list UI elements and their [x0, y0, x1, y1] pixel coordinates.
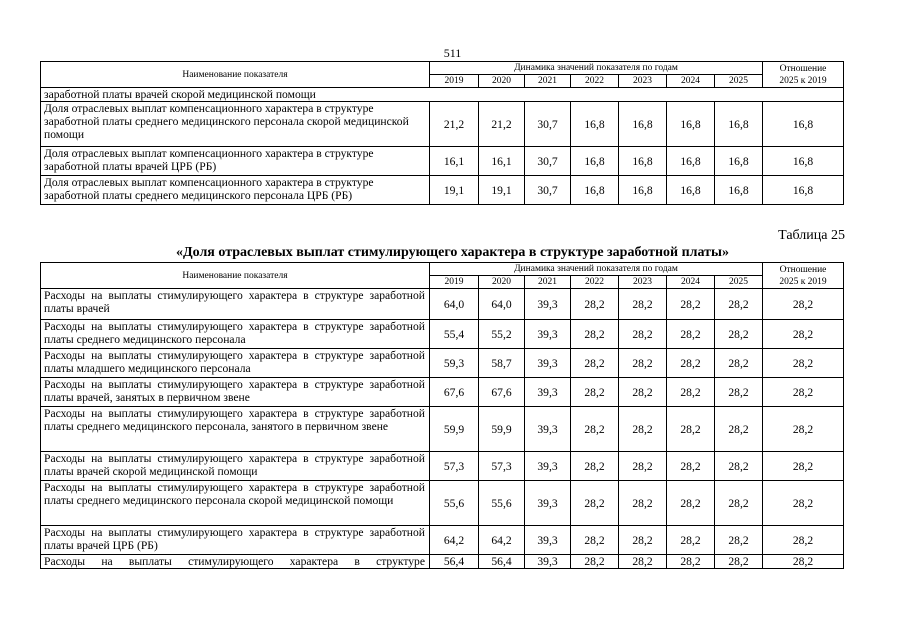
cell-value: 28,2: [619, 349, 667, 378]
cell-value: 39,3: [525, 289, 571, 320]
page-number: 511: [443, 46, 462, 60]
cell-value: 28,2: [571, 349, 619, 378]
row-name: Доля отраслевых выплат компенсационного характера в структуре заработной платы среднего медицинского персонала ЦРБ (РБ): [41, 176, 430, 205]
table-row: [41, 481, 844, 526]
cell-value: 16,8: [571, 147, 619, 176]
cell-value: 16,1: [479, 147, 525, 176]
cell-value: 30,7: [525, 102, 571, 147]
cell-value: 28,2: [619, 452, 667, 481]
header-ratio: [763, 263, 844, 289]
cell-ratio: 16,8: [763, 102, 844, 147]
header-year: 2021: [525, 75, 571, 88]
cell-value: 39,3: [525, 452, 571, 481]
row-name: Доля отраслевых выплат компенсационного характера в структуре заработной платы врачей ЦРБ (РБ): [41, 147, 430, 176]
cell-ratio: 28,2: [763, 407, 844, 452]
cell-ratio: 28,2: [763, 378, 844, 407]
table-row: [41, 289, 844, 320]
cell-ratio: 28,2: [763, 481, 844, 526]
table-row: [41, 147, 844, 176]
table-label: Таблица 25: [778, 228, 845, 243]
header-dynamics: Динамика значений показателя по годам: [430, 263, 763, 276]
cell-value: 28,2: [667, 555, 715, 569]
header-year: 2019: [430, 276, 479, 289]
cell-value: 28,2: [619, 378, 667, 407]
cell-value: 67,6: [430, 378, 479, 407]
cell-value: 28,2: [715, 452, 763, 481]
cell-value: 59,9: [430, 407, 479, 452]
cell-value: 16,8: [619, 147, 667, 176]
cell-value: 39,3: [525, 526, 571, 555]
cell-value: 16,8: [715, 102, 763, 147]
continuation-text: заработной платы врачей скорой медицинской помощи: [41, 88, 844, 102]
cell-value: 28,2: [667, 378, 715, 407]
header-ratio-line1: Отношение: [779, 63, 827, 74]
header-year: 2024: [667, 276, 715, 289]
header-year: 2022: [571, 276, 619, 289]
cell-ratio: 16,8: [763, 176, 844, 205]
table-row: [41, 378, 844, 407]
cell-value: 28,2: [715, 481, 763, 526]
cell-value: 28,2: [571, 289, 619, 320]
cell-value: 28,2: [715, 349, 763, 378]
cell-value: 28,2: [715, 555, 763, 569]
header-year: 2022: [571, 75, 619, 88]
cell-value: 28,2: [667, 481, 715, 526]
cell-value: 64,0: [430, 289, 479, 320]
cell-value: 30,7: [525, 176, 571, 205]
header-name: Наименование показателя: [41, 263, 430, 289]
cell-value: 28,2: [667, 526, 715, 555]
cell-value: 39,3: [525, 378, 571, 407]
cell-value: 28,2: [571, 407, 619, 452]
header-ratio-line2: 2025 к 2019: [779, 75, 827, 86]
cell-value: 28,2: [667, 349, 715, 378]
cell-value: 56,4: [479, 555, 525, 569]
cell-value: 39,3: [525, 320, 571, 349]
cell-value: 28,2: [571, 555, 619, 569]
cell-value: 64,2: [479, 526, 525, 555]
compensation-share-table: [40, 61, 844, 205]
cell-value: 55,2: [479, 320, 525, 349]
cell-value: 28,2: [571, 452, 619, 481]
header-year: 2025: [715, 276, 763, 289]
cell-value: 28,2: [715, 526, 763, 555]
table-row: [41, 176, 844, 205]
table-row: [41, 452, 844, 481]
header-ratio: [763, 62, 844, 88]
table-row: [41, 526, 844, 555]
cell-value: 28,2: [571, 526, 619, 555]
row-name: Расходы на выплаты стимулирующего характера в структуре заработной платы среднего медицинского персонала, занятого в первичном звене: [41, 407, 430, 452]
cell-value: 28,2: [667, 452, 715, 481]
row-name: Расходы на выплаты стимулирующего характера в структуре: [41, 555, 430, 569]
cell-value: 28,2: [715, 378, 763, 407]
row-name: Расходы на выплаты стимулирующего характера в структуре заработной платы среднего медицинского персонала: [41, 320, 430, 349]
cell-value: 55,6: [479, 481, 525, 526]
cell-value: 30,7: [525, 147, 571, 176]
cell-value: 21,2: [430, 102, 479, 147]
table-row: [41, 102, 844, 147]
cell-value: 16,1: [430, 147, 479, 176]
cell-value: 16,8: [667, 147, 715, 176]
cell-value: 16,8: [715, 147, 763, 176]
cell-value: 67,6: [479, 378, 525, 407]
header-year: 2023: [619, 75, 667, 88]
header-ratio-line1: Отношение: [779, 264, 827, 275]
header-year: 2021: [525, 276, 571, 289]
cell-ratio: 28,2: [763, 349, 844, 378]
cell-value: 59,3: [430, 349, 479, 378]
cell-value: 16,8: [571, 102, 619, 147]
cell-value: 57,3: [430, 452, 479, 481]
header-year: 2020: [479, 75, 525, 88]
row-name: Расходы на выплаты стимулирующего характера в структуре заработной платы врачей ЦРБ (РБ): [41, 526, 430, 555]
table-row: [41, 320, 844, 349]
row-name: Расходы на выплаты стимулирующего характера в структуре заработной платы врачей скорой медицинской помощи: [41, 452, 430, 481]
cell-value: 28,2: [619, 407, 667, 452]
cell-value: 16,8: [571, 176, 619, 205]
cell-value: 28,2: [619, 555, 667, 569]
cell-ratio: 16,8: [763, 147, 844, 176]
cell-value: 59,9: [479, 407, 525, 452]
table-row: [41, 555, 844, 569]
cell-value: 28,2: [667, 320, 715, 349]
cell-value: 64,0: [479, 289, 525, 320]
table-title: «Доля отраслевых выплат стимулирующего характера в структуре заработной платы»: [176, 245, 729, 260]
cell-value: 56,4: [430, 555, 479, 569]
row-name: Доля отраслевых выплат компенсационного характера в структуре заработной платы среднего медицинского персонала скорой медицинской помощи: [41, 102, 430, 147]
cell-value: 28,2: [619, 481, 667, 526]
cell-value: 16,8: [619, 102, 667, 147]
cell-value: 28,2: [619, 289, 667, 320]
header-year: 2025: [715, 75, 763, 88]
cell-value: 55,4: [430, 320, 479, 349]
cell-value: 28,2: [715, 320, 763, 349]
header-name: Наименование показателя: [41, 62, 430, 88]
row-name: Расходы на выплаты стимулирующего характера в структуре заработной платы врачей: [41, 289, 430, 320]
cell-value: 39,3: [525, 555, 571, 569]
cell-value: 28,2: [571, 481, 619, 526]
cell-value: 16,8: [667, 102, 715, 147]
table-row: [41, 407, 844, 452]
cell-value: 19,1: [479, 176, 525, 205]
cell-value: 19,1: [430, 176, 479, 205]
cell-value: 28,2: [619, 526, 667, 555]
row-name: Расходы на выплаты стимулирующего характера в структуре заработной платы врачей, занятых в первичном звене: [41, 378, 430, 407]
cell-ratio: 28,2: [763, 555, 844, 569]
cell-value: 55,6: [430, 481, 479, 526]
cell-value: 39,3: [525, 481, 571, 526]
cell-value: 57,3: [479, 452, 525, 481]
cell-ratio: 28,2: [763, 289, 844, 320]
cell-value: 16,8: [715, 176, 763, 205]
row-name: Расходы на выплаты стимулирующего характера в структуре заработной платы младшего медицинского персонала: [41, 349, 430, 378]
cell-value: 16,8: [667, 176, 715, 205]
cell-value: 39,3: [525, 349, 571, 378]
cell-value: 28,2: [571, 378, 619, 407]
header-ratio-line2: 2025 к 2019: [779, 276, 827, 287]
cell-ratio: 28,2: [763, 320, 844, 349]
cell-value: 28,2: [667, 407, 715, 452]
cell-value: 28,2: [715, 407, 763, 452]
cell-value: 39,3: [525, 407, 571, 452]
cell-value: 28,2: [667, 289, 715, 320]
incentive-share-table: [40, 262, 844, 569]
table-row: [41, 88, 844, 102]
cell-value: 64,2: [430, 526, 479, 555]
table-row: [41, 349, 844, 378]
header-year: 2020: [479, 276, 525, 289]
cell-value: 21,2: [479, 102, 525, 147]
header-year: 2019: [430, 75, 479, 88]
header-year: 2024: [667, 75, 715, 88]
cell-value: 28,2: [715, 289, 763, 320]
cell-value: 28,2: [571, 320, 619, 349]
header-year: 2023: [619, 276, 667, 289]
row-name: Расходы на выплаты стимулирующего характера в структуре заработной платы среднего медицинского персонала скорой медицинской помощи: [41, 481, 430, 526]
cell-value: 58,7: [479, 349, 525, 378]
cell-value: 16,8: [619, 176, 667, 205]
cell-ratio: 28,2: [763, 452, 844, 481]
header-dynamics: Динамика значений показателя по годам: [430, 62, 763, 75]
cell-value: 28,2: [619, 320, 667, 349]
cell-ratio: 28,2: [763, 526, 844, 555]
